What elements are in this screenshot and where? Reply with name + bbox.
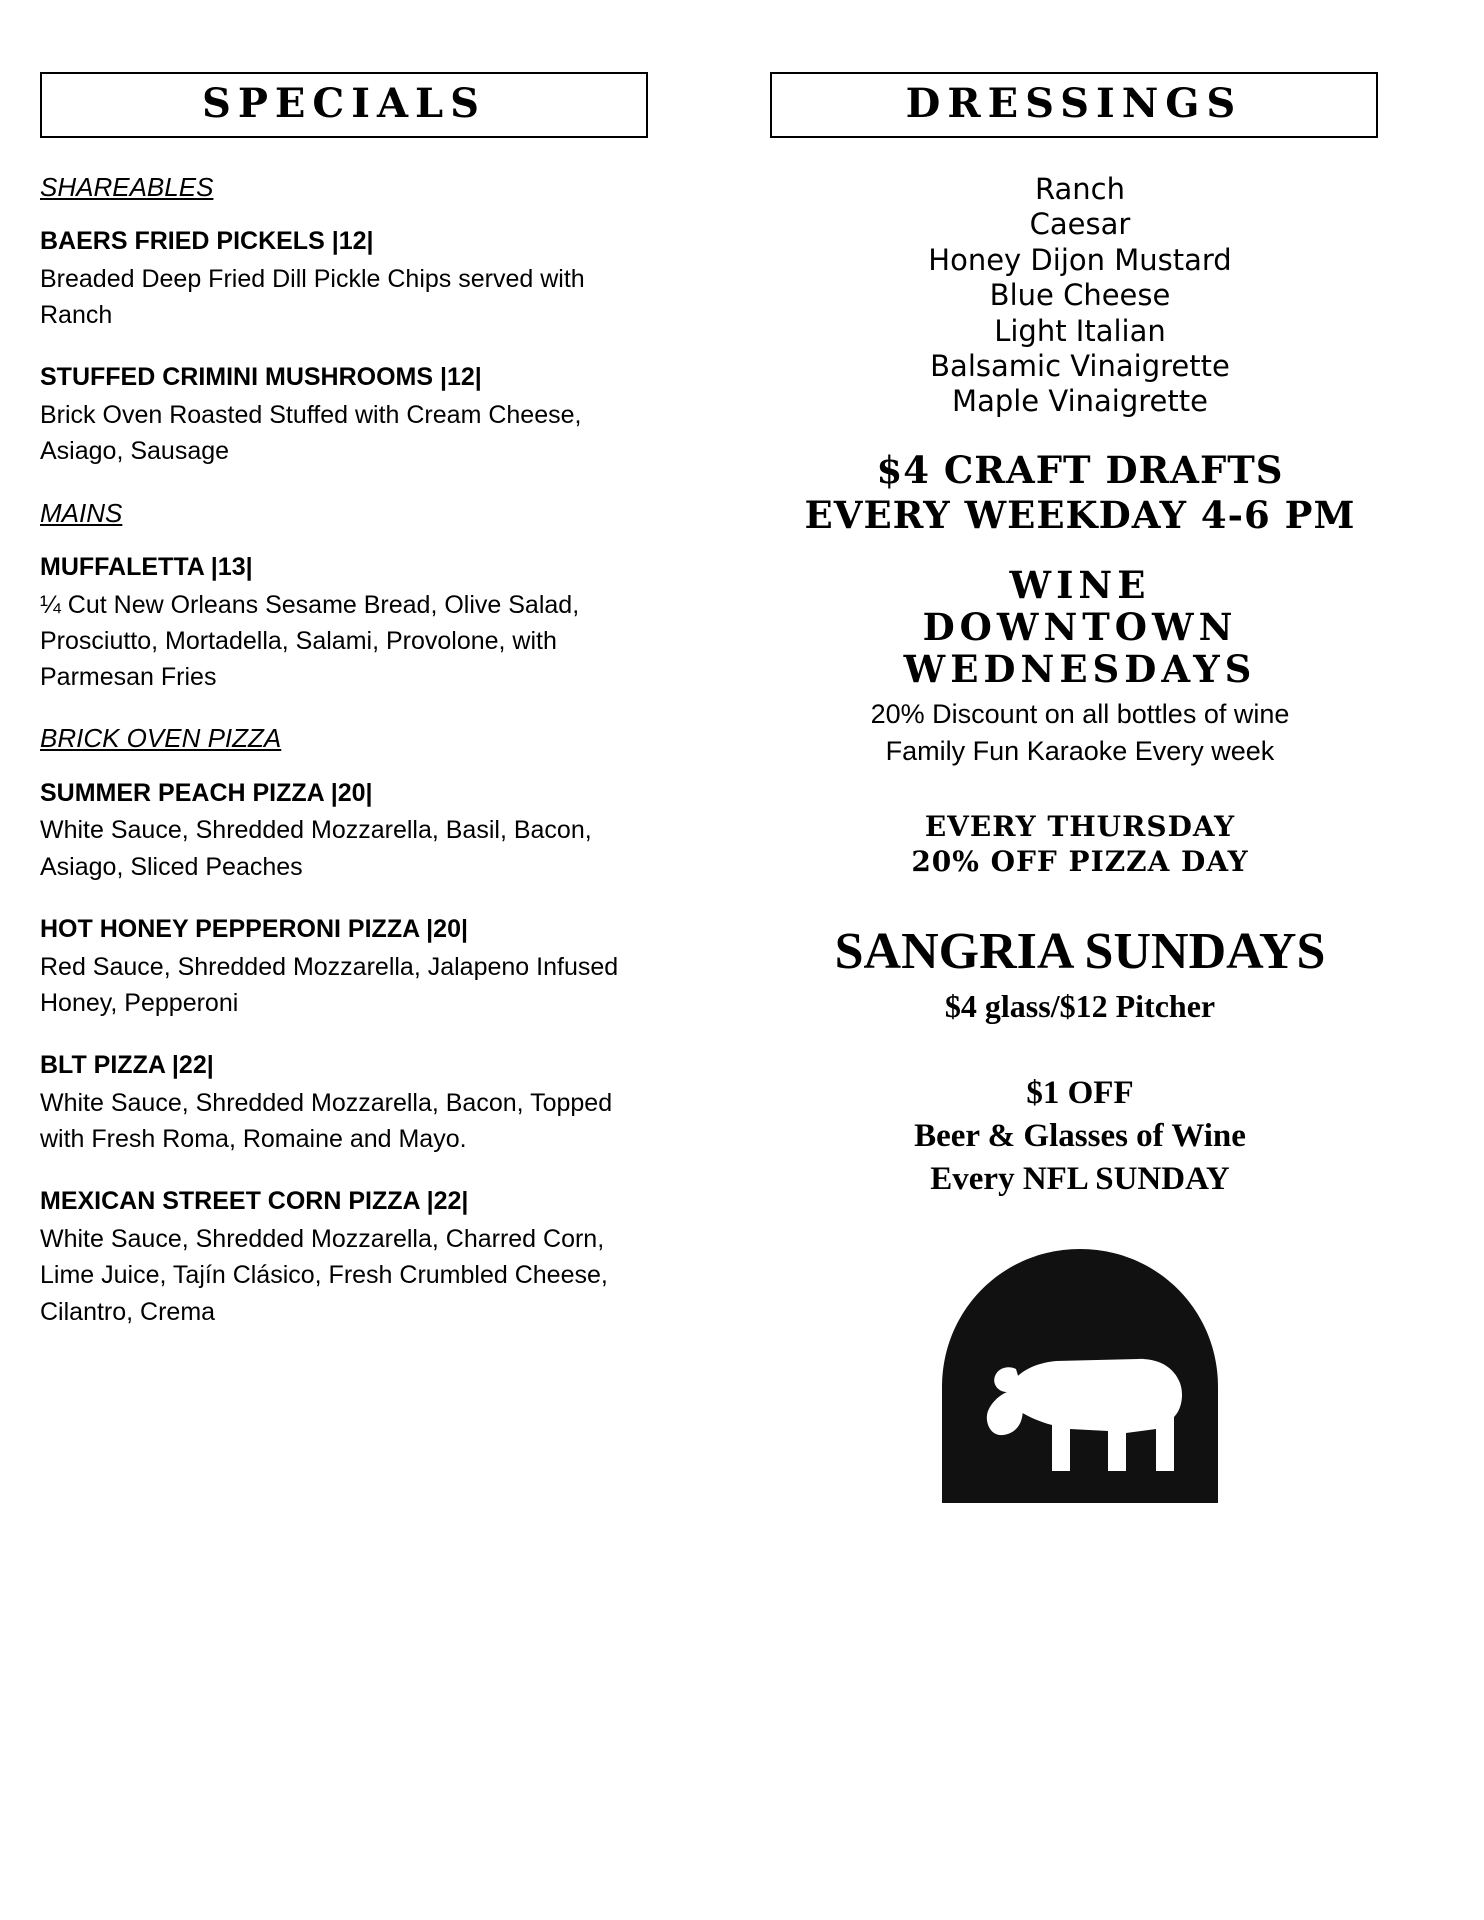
craft-drafts-line-1: $4 CRAFT DRAFTS [876, 447, 1284, 492]
nfl-sunday-promo [770, 1072, 1390, 1201]
sangria-title: SANGRIA SUNDAYS [834, 923, 1326, 981]
menu-item-description: Brick Oven Roasted Stuffed with Cream Cheese, Asiago, Sausage [40, 401, 582, 466]
dressing-item: Caesar [1029, 207, 1131, 242]
section-shareables [40, 172, 660, 470]
specials-column [40, 72, 660, 1358]
wine-title-line-2: DOWNTOWN [922, 605, 1238, 650]
menu-item-name: SUMMER PEACH PIZZA |20| [40, 778, 373, 807]
dressing-item: Honey Dijon Mustard [928, 242, 1232, 277]
dressings-list [770, 172, 1390, 420]
menu-item [40, 1185, 660, 1330]
logo-container [770, 1241, 1390, 1516]
specials-banner-title: SPECIALS [201, 80, 487, 127]
menu-item-name: BAERS FRIED PICKELS |12| [40, 227, 374, 256]
menu-item-name: MUFFALETTA |13| [40, 552, 253, 581]
dressing-item: Blue Cheese [989, 278, 1171, 313]
dressing-item: Maple Vinaigrette [952, 384, 1208, 419]
craft-drafts-promo [770, 448, 1390, 538]
wine-title-line-1: WINE [1009, 562, 1151, 607]
menu-item [40, 225, 660, 333]
section-label-mains: MAINS [40, 497, 123, 528]
sangria-sundays-promo [770, 923, 1390, 1028]
menu-item-description: ¼ Cut New Orleans Sesame Bread, Olive Salad, Prosciutto, Mortadella, Salami, Provolone, with Parmesan Fries [40, 590, 580, 692]
wine-title-line-3: WEDNESDAYS [903, 647, 1257, 692]
section-brick-oven-pizza [40, 723, 660, 1329]
dressing-item: Ranch [1035, 172, 1125, 206]
menu-item [40, 913, 660, 1021]
wine-downtown-wednesdays-details [770, 696, 1390, 769]
menu-item-name: BLT PIZZA |22| [40, 1051, 214, 1080]
nfl-line-3: Every NFL SUNDAY [930, 1160, 1230, 1197]
nfl-line-1: $1 OFF [1026, 1075, 1134, 1112]
menu-item-description: White Sauce, Shredded Mozzarella, Basil, Bacon, Asiago, Sliced Peaches [40, 816, 592, 881]
thursday-line-1: EVERY THURSDAY [924, 810, 1236, 844]
dressings-banner-title: DRESSINGS [905, 80, 1243, 127]
dressings-column [770, 72, 1390, 1516]
menu-item-description: White Sauce, Shredded Mozzarella, Bacon, Topped with Fresh Roma, Romaine and Mayo. [40, 1088, 613, 1154]
specials-banner [40, 72, 648, 138]
dressing-item: Light Italian [994, 313, 1166, 348]
dressing-item: Balsamic Vinaigrette [930, 348, 1230, 383]
section-mains [40, 498, 660, 696]
menu-item [40, 551, 660, 696]
thursday-pizza-promo [770, 809, 1390, 879]
menu-item [40, 777, 660, 885]
menu-item-description: Breaded Deep Fried Dill Pickle Chips served with Ranch [40, 264, 585, 330]
bear-logo-icon [930, 1241, 1230, 1511]
menu-item-name: STUFFED CRIMINI MUSHROOMS |12| [40, 363, 482, 392]
section-label-shareables: SHAREABLES [40, 172, 214, 202]
menu-item-description: White Sauce, Shredded Mozzarella, Charred Corn, Lime Juice, Tajín Clásico, Fresh Crumbled Cheese, Cilantro, Crema [40, 1225, 608, 1326]
menu-item-name: HOT HONEY PEPPERONI PIZZA |20| [40, 914, 468, 943]
menu-item-name: MEXICAN STREET CORN PIZZA |22| [40, 1187, 469, 1216]
menu-item [40, 361, 660, 469]
craft-drafts-line-2: EVERY WEEKDAY 4-6 PM [804, 492, 1356, 537]
nfl-line-2: Beer & Glasses of Wine [914, 1117, 1246, 1154]
menu-item [40, 1049, 660, 1157]
wine-detail-line-2: Family Fun Karaoke Every week [885, 735, 1275, 766]
wine-detail-line-1: 20% Discount on all bottles of wine [870, 699, 1290, 730]
menu-item-description: Red Sauce, Shredded Mozzarella, Jalapeno Infused Honey, Pepperoni [40, 952, 619, 1017]
thursday-line-2: 20% OFF PIZZA DAY [911, 845, 1249, 879]
sangria-price: $4 glass/$12 Pitcher [944, 988, 1216, 1025]
section-label-brick-oven-pizza: BRICK OVEN PIZZA [40, 723, 282, 754]
wine-downtown-wednesdays-title [770, 564, 1390, 691]
dressings-banner [770, 72, 1378, 138]
